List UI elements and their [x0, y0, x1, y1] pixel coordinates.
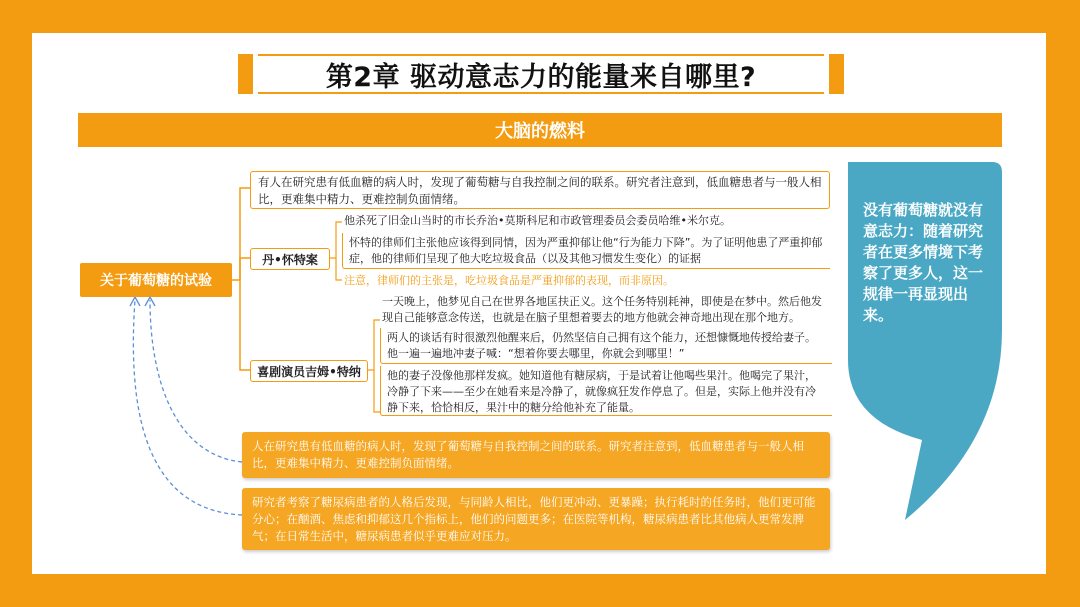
finding-text: 有人在研究患有低血糖的病人时，发现了葡萄糖与自我控制之间的联系。研究者注意到，低血糖患者与一般人相比，更难集中精力、更难控制负面情绪。: [258, 175, 822, 206]
case-dan-label: 丹•怀特案: [262, 252, 318, 267]
jim-detail-3: [380, 366, 832, 416]
note-2-text: 研究者考察了糖尿病患者的人格后发现，与同龄人相比，他们更冲动、更暴躁；执行耗时的任务时，他们更可能分心；在酗酒、焦虑和抑郁这几个指标上，他们的问题更多；在医院等机构，糖尿病患者比其他病人更常发脾气；在日常生活中，糖尿病患者似乎更难应对压力。: [252, 495, 816, 543]
jim-detail-3-text: 他的妻子没像他那样发疯。她知道他有糖尿病，于是试着让他喝些果汁。他喝完了果汁，冷静了下来——至少在她看来是冷静了，就像疯狂发作停息了。但是，实际上他并没有冷静下来，恰恰相反，果汁中的糖分给他补充了能量。: [387, 369, 816, 414]
jim-detail-2: [380, 328, 832, 364]
case-jim-label: 喜剧演员吉姆•特纳: [257, 364, 361, 379]
note-diabetes: [242, 488, 830, 550]
root-label: 关于葡萄糖的试验: [100, 273, 212, 289]
note-1-text: 人在研究患有低血糖的病人时，发现了葡萄糖与自我控制之间的联系。研究者注意到，低血糖患者与一般人相比，更难集中精力、更难控制负面情绪。: [252, 439, 804, 470]
page-title: 第2章 驱动意志力的能量来自哪里?: [325, 61, 757, 93]
jim-detail-2-text: 两人的谈话有时很激烈他醒来后，仍然坚信自己拥有这个能力，还想慷慨地传授给妻子。他一遍一遍地冲妻子喊：“想着你要去哪里，你就会到哪里！”: [387, 331, 816, 360]
dan-detail-3: 注意，律师们的主张是，吃垃圾食品是严重抑郁的表现，而非原因。: [344, 274, 674, 287]
note-low-blood-sugar: [242, 432, 830, 478]
quote-callout: 没有葡萄糖就没有意志力：随着研究者在更多情境下考察了更多人，这一规律一再显现出来。: [863, 201, 984, 324]
case-jim-turner: [250, 360, 368, 382]
jim-detail-1: 一天晚上，他梦见自己在世界各地匡扶正义。这个任务特别耗神，即使是在梦中。然后他发现自己能够意念传送，也就是在脑子里想着要去的地方他就会神奇地出现在那个地方。: [382, 295, 822, 324]
case-dan-white: [250, 248, 330, 270]
finding-box: [250, 171, 830, 209]
dan-detail-2: [342, 233, 830, 269]
dan-detail-1: 他杀死了旧金山当时的市长乔治•莫斯科尼和市政管理委员会委员哈维•米尔克。: [344, 214, 731, 227]
dan-detail-2-text: 怀特的律师们主张他应该得到同情，因为严重抑郁让他“行为能力下降”。为了证明他患了严重抑郁症，他的律师们呈现了他大吃垃圾食品（以及其他习惯发生变化）的证据: [349, 236, 823, 265]
mindmap-root: [80, 263, 232, 297]
section-title: 大脑的燃料: [495, 121, 585, 142]
